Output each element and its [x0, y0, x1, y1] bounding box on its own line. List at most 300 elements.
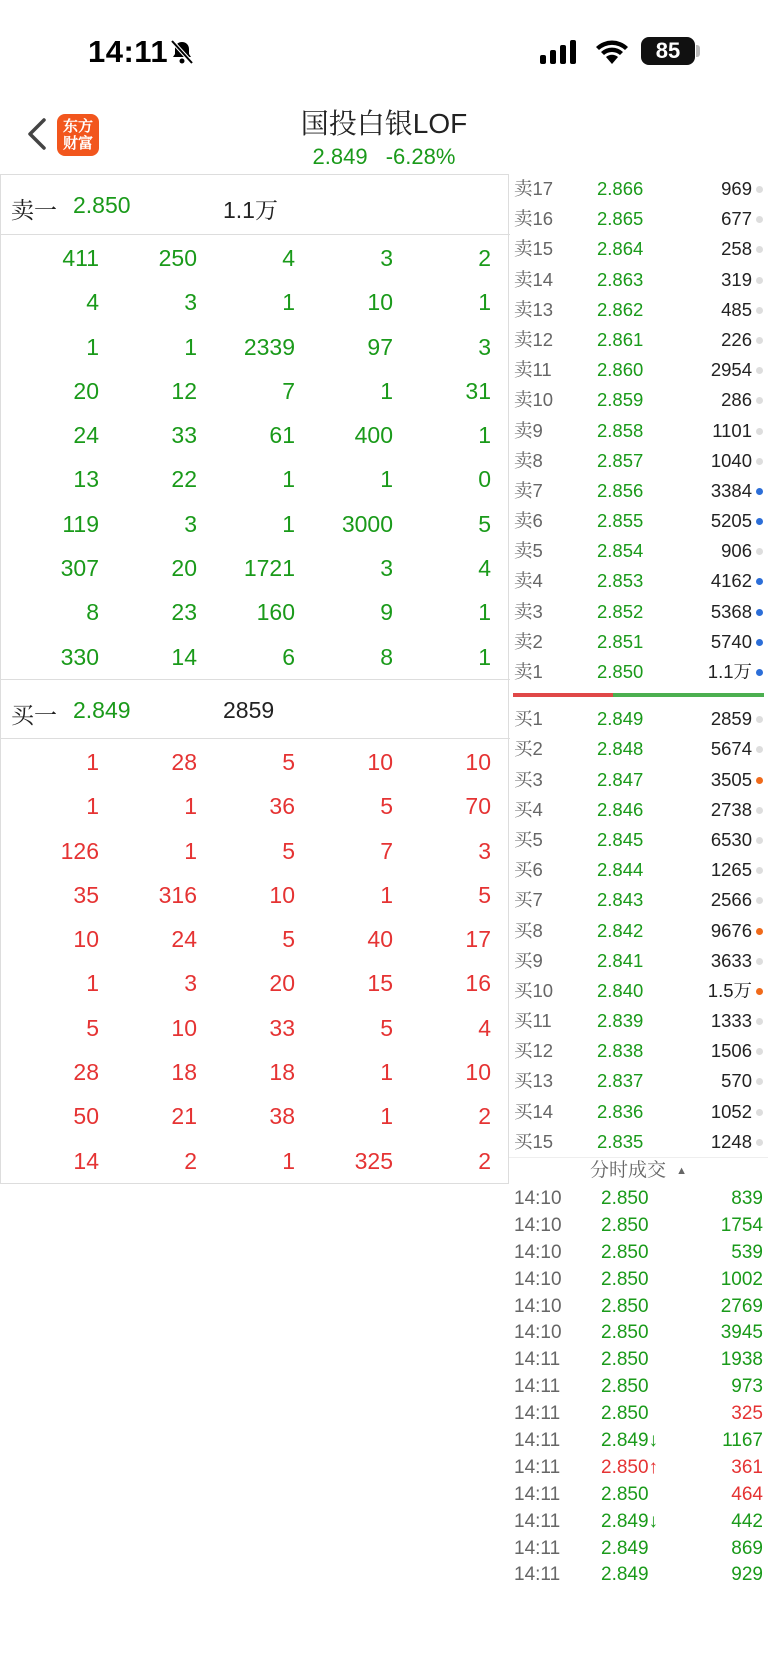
queue-cell: 1: [282, 510, 295, 537]
queue-cell: 3: [380, 245, 393, 271]
bid-level-label: 买2: [514, 738, 543, 760]
queue-cell: 17: [465, 926, 491, 953]
ask-level-dot-icon: [756, 367, 763, 374]
buy-summary-label: 买一: [11, 702, 57, 728]
queue-cell: 31: [465, 377, 491, 404]
ask-level-row[interactable]: [509, 566, 768, 596]
queue-row: [1, 917, 510, 961]
trade-row: [509, 1373, 768, 1400]
bid-level-volume: 1265: [710, 859, 752, 881]
bid-level-price: 2.840: [597, 979, 644, 1001]
bid-level-row[interactable]: [509, 976, 768, 1006]
ask-level-price: 2.850: [597, 661, 644, 682]
ask-level-row[interactable]: [509, 234, 768, 264]
trade-time: 14:11: [514, 1430, 561, 1452]
ask-level-volume: 485: [721, 298, 752, 320]
trade-price: 2.850: [601, 1322, 649, 1344]
bid-level-dot-icon: [756, 807, 763, 814]
ask-level-price: 2.857: [597, 449, 644, 471]
trade-price: 2.850: [601, 1483, 649, 1505]
status-time: 14:11: [88, 34, 169, 69]
trade-time: 14:11: [514, 1564, 561, 1586]
bid-level-price: 2.838: [597, 1040, 644, 1062]
queue-cell: 28: [171, 749, 197, 775]
bid-level-dot-icon: [756, 1139, 763, 1146]
trade-volume: 973: [731, 1376, 763, 1398]
queue-cell: 21: [171, 1103, 197, 1130]
battery-indicator: 85: [641, 37, 695, 65]
ask-level-row[interactable]: [509, 506, 768, 536]
mute-bell-icon: [168, 38, 196, 66]
trade-price: 2.850: [601, 1241, 649, 1263]
bid-level-volume: 6530: [710, 828, 752, 850]
queue-cell: 1: [380, 1059, 393, 1086]
queue-cell: 14: [73, 1147, 99, 1174]
bid-level-label: 买10: [514, 979, 554, 1001]
queue-cell: 1: [86, 333, 99, 360]
bid-level-row[interactable]: [509, 795, 768, 825]
bid-level-row[interactable]: [509, 1066, 768, 1096]
trades-list: [509, 1185, 768, 1588]
queue-cell: 61: [269, 422, 295, 449]
queue-cell: 160: [256, 599, 295, 626]
queue-cell: 16: [465, 970, 491, 997]
ask-level-row[interactable]: [509, 416, 768, 446]
trade-row: [509, 1319, 768, 1346]
queue-cell: 7: [282, 377, 295, 404]
bid-level-price: 2.849: [597, 708, 644, 730]
queue-row: [1, 325, 510, 369]
bid-level-dot-icon: [756, 716, 763, 723]
trade-row: [509, 1293, 768, 1320]
trade-volume: 1002: [720, 1268, 763, 1290]
bid-level-dot-icon: [756, 867, 763, 874]
ask-level-label: 卖1: [514, 661, 543, 682]
queue-cell: 5: [380, 793, 393, 820]
ask-level-dot-icon: [756, 186, 763, 193]
queue-cell: 9: [380, 599, 393, 626]
queue-cell: 36: [269, 793, 295, 820]
price-change: -6.28%: [385, 144, 456, 169]
queue-cell: 3: [184, 289, 197, 316]
bid-level-label: 买9: [514, 949, 543, 971]
queue-row: [1, 961, 510, 1005]
trade-time: 14:11: [514, 1510, 561, 1532]
ask-level-label: 卖14: [514, 268, 554, 290]
bid-level-volume: 9676: [710, 919, 752, 941]
ask-level-volume: 226: [721, 328, 752, 350]
ask-level-volume: 3384: [710, 479, 752, 501]
ask-level-volume: 4162: [710, 570, 752, 592]
bid-level-volume: 2566: [710, 889, 752, 911]
ask-level-volume: 5368: [710, 600, 752, 622]
trade-price: 2.850: [601, 1188, 649, 1209]
ask-level-price: 2.862: [597, 298, 644, 320]
bid-level-price: 2.844: [597, 859, 644, 881]
bid-level-row[interactable]: [509, 704, 768, 734]
queue-cell: 33: [269, 1014, 295, 1041]
bid-level-price: 2.837: [597, 1070, 644, 1092]
ask-level-label: 卖5: [514, 540, 543, 562]
queue-cell: 6: [282, 643, 295, 670]
queue-cell: 1: [86, 970, 99, 997]
ask-level-price: 2.854: [597, 540, 644, 562]
ask-level-dot-icon: [756, 246, 763, 253]
ask-level-row[interactable]: [509, 446, 768, 476]
queue-cell: 1: [184, 793, 197, 820]
queue-cell: 2: [478, 245, 491, 271]
bid-level-label: 买15: [514, 1130, 554, 1152]
bid-level-label: 买1: [514, 708, 543, 730]
ask-level-price: 2.851: [597, 630, 644, 652]
queue-cell: 28: [73, 1059, 99, 1086]
order-queue-panel: [0, 174, 509, 1184]
sell-summary-price: 2.850: [73, 192, 131, 218]
queue-cell: 5: [478, 510, 491, 537]
trade-row: [509, 1346, 768, 1373]
trade-row: [509, 1185, 768, 1212]
ask-level-dot-icon: [756, 669, 763, 676]
bid-level-row[interactable]: [509, 1097, 768, 1127]
ask-level-volume: 906: [721, 540, 752, 562]
queue-cell: 7: [380, 837, 393, 864]
queue-cell: 24: [73, 422, 99, 449]
buy-summary-volume: 2859: [223, 697, 275, 723]
queue-cell: 1: [478, 422, 491, 449]
battery-cap: [696, 45, 700, 57]
bid-level-dot-icon: [756, 958, 763, 965]
ask-level-price: 2.852: [597, 600, 644, 622]
bid-level-label: 买11: [514, 1010, 552, 1032]
queue-cell: 18: [171, 1059, 197, 1086]
queue-cell: 2: [478, 1103, 491, 1130]
ask-level-volume: 5740: [710, 630, 752, 652]
trade-row: [509, 1212, 768, 1239]
trade-price: 2.849: [601, 1564, 649, 1586]
price-subtitle: [200, 144, 568, 170]
ask-level-dot-icon: [756, 518, 763, 525]
ask-level-label: 卖15: [514, 238, 554, 260]
queue-row: [1, 1139, 510, 1183]
queue-cell: 330: [60, 643, 99, 670]
bid-level-dot-icon: [756, 837, 763, 844]
ask-level-dot-icon: [756, 548, 763, 555]
bid-level-row[interactable]: [509, 825, 768, 855]
trade-time: 14:11: [514, 1456, 561, 1478]
back-arrow-icon[interactable]: [22, 114, 50, 154]
ask-level-dot-icon: [756, 216, 763, 223]
page-title: 国投白银LOF: [300, 108, 468, 139]
bid-level-price: 2.846: [597, 798, 644, 820]
trade-price: 2.850: [601, 1376, 649, 1398]
ask-level-row[interactable]: [509, 536, 768, 566]
queue-cell: 33: [171, 422, 197, 449]
ask-level-price: 2.855: [597, 510, 644, 532]
queue-cell: 70: [465, 793, 491, 820]
queue-cell: 10: [367, 749, 393, 775]
queue-cell: 1: [184, 837, 197, 864]
bid-level-row[interactable]: [509, 1127, 768, 1157]
trade-time: 14:10: [514, 1214, 562, 1236]
trade-volume: 3945: [720, 1322, 763, 1344]
queue-cell: 1: [380, 377, 393, 404]
ask-level-volume: 1101: [712, 419, 752, 441]
queue-row: [1, 590, 510, 634]
ask-level-price: 2.858: [597, 419, 644, 441]
queue-cell: 24: [171, 926, 197, 953]
trades-header-label: 分时成交: [590, 1160, 667, 1182]
trade-time: 14:10: [514, 1295, 562, 1317]
bid-level-dot-icon: [756, 928, 763, 935]
status-bar: [0, 0, 768, 100]
ask-level-row[interactable]: [509, 476, 768, 506]
queue-cell: 1: [380, 1103, 393, 1130]
queue-row: [1, 413, 510, 457]
bid-level-volume: 1333: [710, 1010, 752, 1032]
ratio-bar-buy: [513, 693, 613, 697]
trade-volume: 1167: [722, 1430, 763, 1452]
bid-level-price: 2.845: [597, 828, 644, 850]
trade-price: 2.850: [601, 1295, 649, 1317]
ask-level-dot-icon: [756, 639, 763, 646]
bid-level-row[interactable]: [509, 946, 768, 976]
queue-cell: 8: [380, 643, 393, 670]
trade-volume: 464: [731, 1483, 763, 1505]
ask-level-label: 卖6: [514, 510, 543, 532]
trade-row: [509, 1508, 768, 1535]
ask-level-price: 2.864: [597, 238, 644, 260]
queue-cell: 4: [282, 245, 295, 271]
queue-cell: 316: [158, 881, 197, 908]
ask-level-row[interactable]: [509, 355, 768, 385]
trade-volume: 325: [731, 1403, 763, 1425]
queue-cell: 2: [184, 1147, 197, 1174]
ask-level-row[interactable]: [509, 265, 768, 295]
bid-level-price: 2.848: [597, 738, 644, 760]
trade-price: 2.850: [601, 1349, 649, 1371]
ask-level-volume: 286: [721, 389, 752, 411]
ask-level-row[interactable]: [509, 295, 768, 325]
queue-cell: 4: [478, 1014, 491, 1041]
trade-price: 2.850: [601, 1268, 649, 1290]
cellular-signal-icon: [540, 40, 580, 64]
bid-level-row[interactable]: [509, 855, 768, 885]
queue-row: [1, 829, 510, 873]
queue-row: [1, 502, 510, 546]
queue-cell: 1: [184, 333, 197, 360]
queue-row: [1, 546, 510, 590]
ask-level-volume: 319: [721, 268, 752, 290]
ask-level-dot-icon: [756, 277, 763, 284]
trades-header[interactable]: [509, 1157, 768, 1185]
ask-level-label: 卖13: [514, 298, 554, 320]
order-book-panel: [509, 174, 768, 1588]
ask-level-label: 卖8: [514, 449, 543, 471]
queue-cell: 35: [73, 881, 99, 908]
queue-cell: 126: [60, 837, 99, 864]
bid-level-label: 买5: [514, 828, 543, 850]
queue-cell: 1: [380, 881, 393, 908]
queue-cell: 250: [158, 245, 197, 271]
wifi-icon: [595, 38, 629, 64]
bid-level-volume: 2738: [710, 798, 752, 820]
bid-level-label: 买8: [514, 919, 543, 941]
ask-level-volume: 1040: [710, 449, 752, 471]
sell-queue-grid: [1, 236, 510, 679]
app-logo[interactable]: [57, 114, 99, 156]
trade-row: [509, 1266, 768, 1293]
trade-time: 14:10: [514, 1188, 562, 1209]
queue-cell: 97: [367, 333, 393, 360]
bid-level-row[interactable]: [509, 765, 768, 795]
queue-cell: 40: [367, 926, 393, 953]
current-price: 2.849: [312, 144, 368, 169]
sell-summary-volume: 1.1万: [223, 197, 278, 223]
bid-level-volume: 3505: [710, 768, 752, 790]
queue-cell: 400: [354, 422, 393, 449]
buy-queue-grid: [1, 740, 510, 1183]
bid-level-row[interactable]: [509, 734, 768, 764]
queue-cell: 38: [269, 1103, 295, 1130]
bid-level-price: 2.839: [597, 1010, 644, 1032]
queue-row: [1, 457, 510, 501]
trade-row: [509, 1427, 768, 1454]
trade-time: 14:10: [514, 1322, 562, 1344]
ask-level-label: 卖12: [514, 328, 554, 350]
queue-cell: 10: [465, 1059, 491, 1086]
ask-level-label: 卖11: [514, 359, 552, 381]
queue-cell: 1: [478, 599, 491, 626]
bid-levels: [509, 704, 768, 1157]
queue-cell: 3000: [341, 510, 393, 537]
trade-time: 14:11: [514, 1483, 561, 1505]
ask-level-volume: 2954: [710, 359, 752, 381]
bid-ask-ratio-bar: [509, 687, 768, 704]
ask-level-volume: 258: [721, 238, 752, 260]
queue-cell: 10: [171, 1014, 197, 1041]
ask-level-dot-icon: [756, 337, 763, 344]
bid-level-row[interactable]: [509, 1036, 768, 1066]
queue-cell: 14: [171, 643, 197, 670]
trade-time: 14:11: [514, 1403, 561, 1425]
queue-cell: 12: [171, 377, 197, 404]
bid-level-label: 买3: [514, 768, 543, 790]
ask-level-label: 卖10: [514, 389, 554, 411]
bid-level-volume: 1.5万: [707, 979, 752, 1001]
queue-cell: 3: [478, 333, 491, 360]
ask-level-label: 卖7: [514, 479, 543, 501]
queue-cell: 3: [184, 510, 197, 537]
queue-cell: 8: [86, 599, 99, 626]
ask-level-row[interactable]: [509, 174, 768, 204]
ask-level-label: 卖17: [514, 178, 554, 199]
queue-cell: 307: [60, 555, 99, 582]
trade-volume: 1754: [720, 1214, 763, 1236]
ask-level-dot-icon: [756, 488, 763, 495]
trade-time: 14:10: [514, 1268, 562, 1290]
queue-row: [1, 1094, 510, 1138]
ask-level-label: 卖2: [514, 630, 543, 652]
trade-time: 14:10: [514, 1241, 562, 1263]
ask-level-row[interactable]: [509, 597, 768, 627]
buy-summary[interactable]: [1, 679, 510, 739]
ask-level-dot-icon: [756, 458, 763, 465]
trade-volume: 929: [731, 1564, 763, 1586]
trade-volume: 539: [731, 1241, 763, 1263]
queue-cell: 5: [282, 749, 295, 775]
ask-level-price: 2.863: [597, 268, 644, 290]
queue-cell: 10: [367, 289, 393, 316]
queue-cell: 5: [380, 1014, 393, 1041]
queue-cell: 20: [171, 555, 197, 582]
queue-cell: 20: [73, 377, 99, 404]
bid-level-row[interactable]: [509, 916, 768, 946]
bid-level-volume: 5674: [710, 738, 752, 760]
ask-level-row[interactable]: [509, 325, 768, 355]
ask-level-price: 2.865: [597, 208, 644, 230]
bid-level-row[interactable]: [509, 885, 768, 915]
trade-row: [509, 1481, 768, 1508]
queue-row: [1, 740, 510, 784]
bid-level-volume: 3633: [710, 949, 752, 971]
bid-level-volume: 1052: [710, 1100, 752, 1122]
bid-level-label: 买12: [514, 1040, 554, 1062]
ask-level-dot-icon: [756, 578, 763, 585]
queue-row: [1, 369, 510, 413]
ask-level-volume: 677: [721, 208, 752, 230]
trade-time: 14:11: [514, 1349, 561, 1371]
trade-price: 2.849: [601, 1537, 649, 1559]
trade-time: 14:11: [514, 1376, 561, 1398]
logo-line2: 财富: [62, 135, 93, 152]
ask-level-price: 2.856: [597, 479, 644, 501]
ask-levels: [509, 174, 768, 687]
ask-level-row[interactable]: [509, 385, 768, 415]
queue-row: [1, 236, 510, 280]
ask-level-dot-icon: [756, 397, 763, 404]
ask-level-row[interactable]: [509, 657, 768, 687]
queue-cell: 5: [282, 837, 295, 864]
trade-price: 2.850: [601, 1214, 649, 1236]
trade-row: [509, 1239, 768, 1266]
bid-level-row[interactable]: [509, 1006, 768, 1036]
ask-level-dot-icon: [756, 428, 763, 435]
bid-level-label: 买4: [514, 798, 543, 820]
queue-row: [1, 280, 510, 324]
ask-level-row[interactable]: [509, 204, 768, 234]
queue-cell: 1: [86, 793, 99, 820]
trade-volume: 2769: [720, 1295, 763, 1317]
queue-cell: 18: [269, 1059, 295, 1086]
queue-cell: 1: [282, 289, 295, 316]
trade-row: [509, 1561, 768, 1588]
bid-level-label: 买14: [514, 1100, 554, 1122]
bid-level-price: 2.843: [597, 889, 644, 911]
queue-cell: 10: [269, 881, 295, 908]
bid-level-price: 2.841: [597, 949, 644, 971]
queue-cell: 1: [282, 466, 295, 493]
queue-cell: 1: [380, 466, 393, 493]
ask-level-price: 2.861: [597, 328, 644, 350]
bid-level-label: 买7: [514, 889, 543, 911]
queue-cell: 20: [269, 970, 295, 997]
bid-level-dot-icon: [756, 746, 763, 753]
ask-level-row[interactable]: [509, 627, 768, 657]
ask-level-volume: 5205: [710, 510, 752, 532]
queue-cell: 1: [282, 1147, 295, 1174]
sell-summary[interactable]: [1, 175, 510, 235]
bid-level-label: 买13: [514, 1070, 554, 1092]
